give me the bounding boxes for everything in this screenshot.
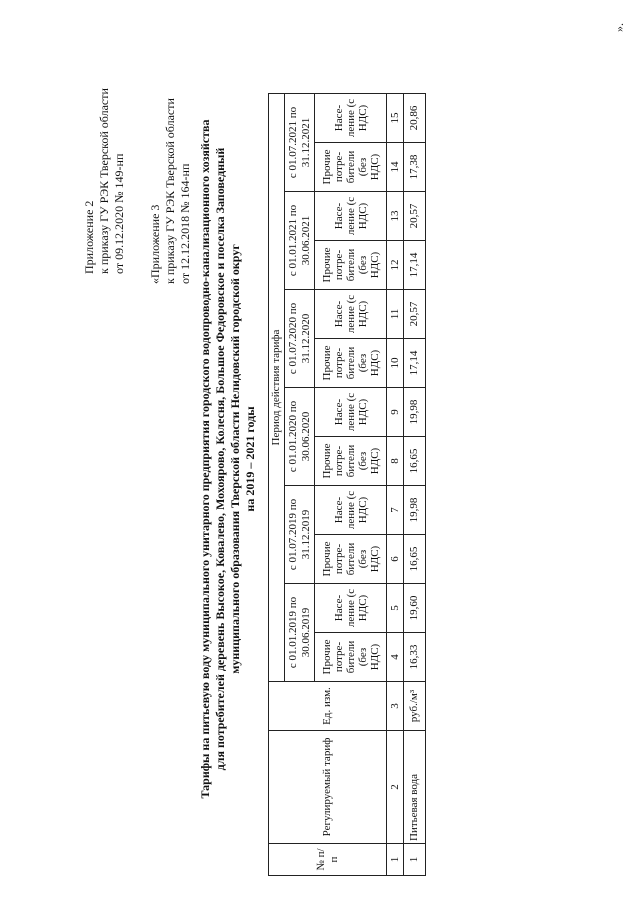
value-cell: 19,60 (404, 584, 426, 633)
subheader-population: Насе- ление (с НДС) (315, 290, 387, 339)
subheader-population: Насе- ление (с НДС) (315, 584, 387, 633)
table-row (404, 94, 426, 876)
subheader-population: Насе- ление (с НДС) (315, 192, 387, 241)
title-line: для потребителей деревень Высокое, Ковалево, Мохоярово, Колесня, Большое Федоровское и поселка Заповедный (213, 147, 227, 771)
appendix-2-line: Приложение 2 (82, 200, 96, 274)
col-header-unit: Ед. изм. (269, 682, 387, 731)
table-index-row (387, 94, 404, 876)
subheader-other: Прочие потре- бители (без НДС) (315, 339, 387, 388)
value-cell: 19,98 (404, 486, 426, 535)
period-cell: с 01.01.2020 по 30.06.2020 (285, 388, 315, 486)
table-header-row (269, 94, 285, 876)
title-line: муниципального образования Тверской области Нелидовский городской округ (228, 244, 242, 674)
value-cell: 20,86 (404, 94, 426, 143)
appendix-3-line: от 12.12.2018 № 164-нп (178, 163, 192, 284)
period-header: Период действия тарифа (269, 94, 285, 682)
tariff-table-wrapper (268, 93, 426, 876)
document-title (198, 109, 258, 809)
subheader-other: Прочие потре- бители (без НДС) (315, 535, 387, 584)
index-cell: 3 (387, 682, 404, 731)
index-cell: 4 (387, 633, 404, 682)
value-cell: 17,14 (404, 241, 426, 290)
subheader-other: Прочие потре- бители (без НДС) (315, 241, 387, 290)
period-cell: с 01.01.2021 по 30.06.2021 (285, 192, 315, 290)
index-cell: 5 (387, 584, 404, 633)
subheader-population: Насе- ление (с НДС) (315, 486, 387, 535)
subheader-population: Насе- ление (с НДС) (315, 94, 387, 143)
appendix-3-line: к приказу ГУ РЭК Тверской области (163, 98, 177, 284)
title-line: на 2019 – 2021 годы (243, 406, 257, 512)
period-cell: с 01.07.2020 по 31.12.2020 (285, 290, 315, 388)
index-cell: 14 (387, 143, 404, 192)
index-cell: 1 (387, 844, 404, 876)
subheader-population: Насе- ление (с НДС) (315, 388, 387, 437)
subheader-other: Прочие потре- бители (без НДС) (315, 633, 387, 682)
subheader-other: Прочие потре- бители (без НДС) (315, 143, 387, 192)
appendix-2-line: от 09.12.2020 № 149-нп (112, 153, 126, 274)
index-cell: 2 (387, 731, 404, 844)
title-line: Тарифы на питьевую воду муниципального унитарного предприятия городского водопроводно-канализационного хозяйства (198, 119, 212, 799)
index-cell: 9 (387, 388, 404, 437)
row-tariff: Питьевая вода (404, 731, 426, 844)
tariff-table (268, 93, 426, 876)
value-cell: 16,65 (404, 535, 426, 584)
index-cell: 12 (387, 241, 404, 290)
index-cell: 7 (387, 486, 404, 535)
value-cell: 20,57 (404, 192, 426, 241)
appendix-3-line: «Приложение 3 (148, 204, 162, 284)
period-cell: с 01.07.2021 по 31.12.2021 (285, 94, 315, 192)
col-header-no: № п/ п (269, 844, 387, 876)
value-cell: 16,65 (404, 437, 426, 486)
subheader-other: Прочие потре- бители (без НДС) (315, 437, 387, 486)
appendix-2-line: к приказу ГУ РЭК Тверской области (97, 88, 111, 274)
index-cell: 8 (387, 437, 404, 486)
closing-quote: ». (612, 23, 626, 32)
col-header-tariff: Регулируемый тариф (269, 731, 387, 844)
period-cell: с 01.07.2019 по 31.12.2019 (285, 486, 315, 584)
index-cell: 10 (387, 339, 404, 388)
index-cell: 13 (387, 192, 404, 241)
row-unit: руб./м³ (404, 682, 426, 731)
index-cell: 11 (387, 290, 404, 339)
value-cell: 20,57 (404, 290, 426, 339)
index-cell: 6 (387, 535, 404, 584)
value-cell: 19,98 (404, 388, 426, 437)
row-no: 1 (404, 844, 426, 876)
appendix-3-header (148, 22, 193, 284)
period-cell: с 01.01.2019 по 30.06.2019 (285, 584, 315, 682)
value-cell: 16,33 (404, 633, 426, 682)
value-cell: 17,14 (404, 339, 426, 388)
value-cell: 17,38 (404, 143, 426, 192)
index-cell: 15 (387, 94, 404, 143)
appendix-2-header (82, 24, 127, 274)
